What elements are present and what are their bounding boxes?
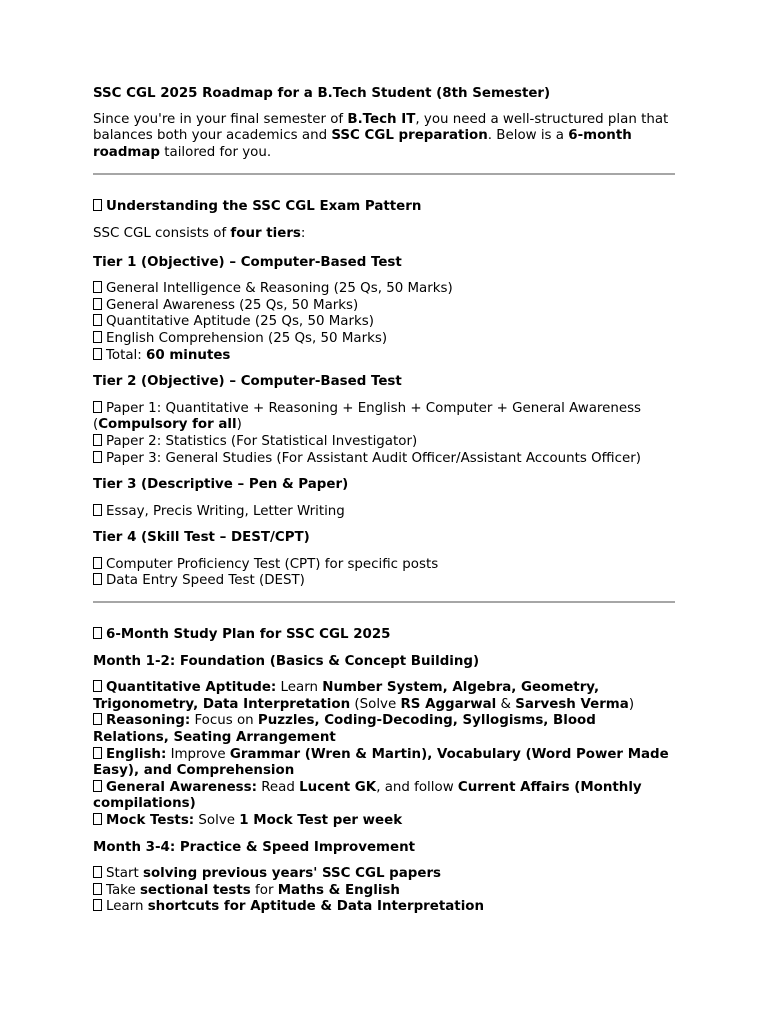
intro-text: . Below is a — [487, 128, 569, 144]
horizontal-divider — [93, 173, 675, 175]
document-content — [93, 86, 675, 926]
missing-glyph-icon — [93, 866, 102, 878]
list-item — [93, 434, 675, 451]
month34-list — [93, 866, 675, 916]
list-item-text: Quantitative Aptitude (25 Qs, 50 Marks) — [106, 314, 374, 330]
list-item-text: (Solve — [350, 696, 401, 712]
intro-bold: 6-month roadmap — [93, 128, 632, 160]
missing-glyph-icon — [93, 747, 102, 759]
missing-glyph-icon — [93, 348, 102, 360]
list-item-text: Solve — [194, 813, 240, 828]
missing-glyph-icon — [93, 557, 102, 569]
list-item-bold: Current Affairs (Monthly compilations) — [93, 779, 642, 812]
list-item-bold: Compulsory for all — [98, 417, 237, 433]
pattern-intro-text: SSC CGL consists of — [93, 225, 231, 241]
missing-glyph-icon — [93, 504, 102, 516]
list-item-text: Learn — [106, 899, 148, 915]
month12-list — [93, 680, 675, 829]
list-item — [93, 573, 675, 590]
list-item — [93, 780, 675, 813]
missing-glyph-icon — [93, 434, 102, 446]
list-item-label: General Awareness: — [106, 779, 257, 795]
pattern-intro-end: : — [300, 225, 306, 241]
missing-glyph-icon — [93, 451, 102, 463]
missing-glyph-icon — [93, 899, 102, 911]
list-item — [93, 298, 675, 315]
month34-heading: Month 3-4: Practice & Speed Improvement — [93, 839, 416, 855]
intro-bold: B.Tech IT — [347, 111, 416, 127]
list-item-text: for — [250, 882, 278, 898]
list-item — [93, 557, 675, 574]
list-item-bold: solving previous years' SSC CGL papers — [142, 866, 442, 882]
missing-glyph-icon — [93, 780, 102, 792]
section-heading-study-plan — [93, 627, 675, 644]
total-value: 60 minutes — [146, 347, 231, 363]
tier2-list — [93, 401, 675, 467]
intro-text: tailored for you. — [160, 144, 272, 160]
list-item — [93, 348, 675, 365]
missing-glyph-icon — [93, 281, 102, 293]
tier1-heading: Tier 1 (Objective) – Computer-Based Test — [93, 254, 402, 270]
document-title: SSC CGL 2025 Roadmap for a B.Tech Student (8th Semester) — [93, 86, 551, 101]
list-item-text: Paper 3: General Studies (For Assistant Audit Officer/Assistant Accounts Officer) — [106, 450, 641, 466]
list-item — [93, 747, 675, 780]
missing-glyph-icon — [93, 298, 102, 310]
list-item — [93, 883, 675, 900]
list-item-label: Quantitative Aptitude: — [106, 680, 277, 696]
missing-glyph-icon — [93, 573, 102, 585]
intro-text: , you need a well-structured plan that balances both your academics and — [93, 111, 669, 144]
pattern-intro — [93, 226, 675, 243]
missing-glyph-icon — [93, 199, 102, 211]
list-item-text: English Comprehension (25 Qs, 50 Marks) — [106, 330, 388, 346]
intro-paragraph — [93, 112, 675, 162]
list-item-text: Data Entry Speed Test (DEST) — [106, 573, 305, 589]
list-item-bold: 1 Mock Test per week — [239, 813, 403, 828]
list-item-label: English: — [106, 746, 167, 762]
tier4-heading: Tier 4 (Skill Test – DEST/CPT) — [93, 530, 310, 546]
list-item-text: Computer Proficiency Test (CPT) for specific posts — [106, 556, 439, 572]
horizontal-divider — [93, 601, 675, 603]
list-item-bold: Number System, Algebra, Geometry, Trigonometry, Data Interpretation — [93, 680, 600, 712]
intro-bold: SSC CGL preparation — [331, 128, 488, 144]
list-item-text: Learn — [276, 680, 323, 696]
list-item — [93, 713, 675, 746]
list-item-text: , and follow — [376, 779, 458, 795]
list-item — [93, 401, 675, 434]
list-item-text: Take — [106, 882, 140, 898]
tier1-list — [93, 281, 675, 364]
list-item-text: Improve — [166, 746, 230, 762]
tier3-list — [93, 504, 675, 521]
list-item — [93, 680, 675, 713]
list-item — [93, 866, 675, 883]
missing-glyph-icon — [93, 401, 102, 413]
intro-text: Since you're in your final semester of — [93, 111, 348, 127]
list-item-bold: shortcuts for Aptitude & Data Interpretation — [147, 899, 485, 915]
list-item-text: General Awareness (25 Qs, 50 Marks) — [106, 297, 359, 313]
missing-glyph-icon — [93, 813, 102, 825]
missing-glyph-icon — [93, 627, 102, 639]
list-item-bold: Grammar (Wren & Martin), Vocabulary (Word Power Made Easy), and Comprehension — [93, 746, 669, 779]
section-heading-text: 6-Month Study Plan for SSC CGL 2025 — [106, 627, 391, 643]
total-label: Total: — [106, 347, 147, 363]
list-item-bold: Sarvesh Verma — [515, 696, 629, 712]
missing-glyph-icon — [93, 331, 102, 343]
missing-glyph-icon — [93, 883, 102, 895]
month12-heading: Month 1-2: Foundation (Basics & Concept Building) — [93, 653, 480, 669]
missing-glyph-icon — [93, 680, 102, 692]
list-item-text: Essay, Precis Writing, Letter Writing — [106, 503, 345, 519]
list-item — [93, 813, 675, 830]
list-item-text: Start — [106, 866, 143, 882]
missing-glyph-icon — [93, 314, 102, 326]
list-item — [93, 314, 675, 331]
list-item — [93, 899, 675, 916]
section-heading-text: Understanding the SSC CGL Exam Pattern — [106, 199, 422, 215]
list-item-bold: RS Aggarwal — [400, 696, 497, 712]
list-item-text: Paper 2: Statistics (For Statistical Investigator) — [106, 433, 418, 449]
list-item — [93, 504, 675, 521]
list-item-label: Reasoning: — [106, 713, 191, 729]
list-item — [93, 331, 675, 348]
tier4-list — [93, 557, 675, 590]
list-item-label: Mock Tests: — [106, 813, 195, 828]
section-heading-exam-pattern — [93, 199, 675, 216]
list-item-text: ) — [628, 696, 635, 712]
list-item-text: General Intelligence & Reasoning (25 Qs, 50 Marks) — [106, 281, 453, 297]
pattern-intro-bold: four tiers — [230, 225, 301, 241]
missing-glyph-icon — [93, 713, 102, 725]
list-item-bold: Maths & English — [277, 882, 400, 898]
list-item — [93, 281, 675, 298]
list-item-text: Paper 1: Quantitative + Reasoning + English + Computer + General Awareness ( — [93, 400, 642, 433]
list-item — [93, 451, 675, 468]
list-item-bold: Puzzles, Coding-Decoding, Syllogisms, Blood Relations, Seating Arrangement — [93, 713, 596, 746]
tier2-heading: Tier 2 (Objective) – Computer-Based Test — [93, 374, 402, 390]
tier3-heading: Tier 3 (Descriptive – Pen & Paper) — [93, 477, 349, 493]
list-item-text: ) — [236, 417, 242, 433]
list-item-bold: Lucent GK — [299, 779, 377, 795]
list-item-text: Read — [256, 779, 300, 795]
list-item-text: Focus on — [190, 713, 258, 729]
list-item-bold: sectional tests — [139, 882, 251, 898]
list-item-text: & — [496, 696, 516, 712]
